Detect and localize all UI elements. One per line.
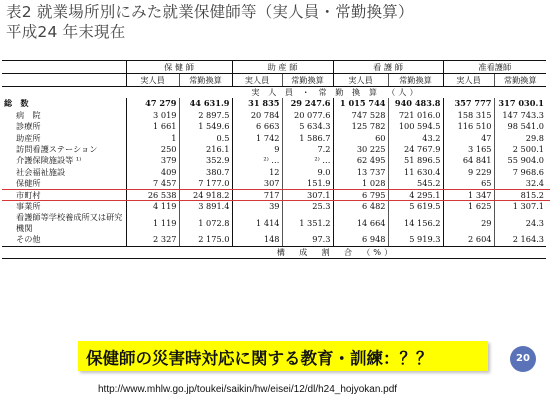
table-cell: 9.0 (282, 167, 333, 178)
group-header-assistant-nurse: 准看護師 (443, 61, 546, 74)
table-cell: 29.8 (494, 133, 546, 144)
row-label: 介護保険施設等 ¹⁾ (16, 155, 82, 166)
table-cell: 14 156.2 (388, 212, 443, 234)
highlight-rule (2, 200, 550, 201)
table-cell: 3 891.4 (179, 201, 232, 212)
table-cell: 62 495 (333, 155, 388, 166)
table-cell: 717 (232, 190, 282, 201)
table-cell: 1 586.7 (282, 133, 333, 144)
corner-cell (2, 246, 126, 258)
table-cell: 20 784 (232, 110, 282, 121)
table-cell: 352.9 (179, 155, 232, 166)
table-cell: 26 538 (126, 190, 179, 201)
table-cell: 5 919.3 (388, 234, 443, 246)
table-cell: ²⁾ … (232, 155, 282, 166)
caption-row-bottom (2, 246, 546, 258)
table-cell: 39 (232, 201, 282, 212)
table-cell: ²⁾ … (282, 155, 333, 166)
table-cell: 409 (126, 167, 179, 178)
table-cell: 97.3 (282, 234, 333, 246)
caption-row (2, 87, 546, 99)
table-cell: 100 594.5 (388, 121, 443, 132)
table-cell: 747 528 (333, 110, 388, 121)
sub-header-row (2, 74, 546, 87)
table-cell: 216.1 (179, 144, 232, 155)
row-label: 総 数 (4, 98, 29, 109)
row-label: その他 (2, 234, 126, 246)
table-cell: 43.2 (388, 133, 443, 144)
table-cell: 1 351.2 (282, 212, 333, 234)
table-cell: 3 019 (126, 110, 179, 121)
table-cell: 1 625 (443, 201, 494, 212)
table-cell: 29 247.6 (282, 98, 333, 109)
table-caption-bottom: 構 成 割 合 （%） (126, 246, 546, 258)
table-cell: 55 904.0 (494, 155, 546, 166)
banner-text: 保健師の災害時対応に関する教育・訓練：？？ (86, 349, 433, 368)
table-cell: 13 737 (333, 167, 388, 178)
table-cell: 307 (232, 178, 282, 189)
table-cell: 6 663 (232, 121, 282, 132)
sub-header: 常勤換算 (388, 74, 443, 87)
row-label: 診療所 (16, 121, 41, 132)
row-label: 病 院 (16, 109, 41, 120)
table-cell: 6 482 (333, 201, 388, 212)
table-cell: 380.7 (179, 167, 232, 178)
table-cell: 24 918.2 (179, 190, 232, 201)
table-cell: 2 164.3 (494, 234, 546, 246)
corner-cell (2, 74, 126, 87)
table-row (2, 144, 546, 155)
table-cell: 125 782 (333, 121, 388, 132)
table-cell: 44 631.9 (179, 98, 232, 109)
table-cell: 12 (232, 167, 282, 178)
table-cell: 98 541.0 (494, 121, 546, 132)
table-cell: 1 742 (232, 133, 282, 144)
table-cell: 5 634.3 (282, 121, 333, 132)
group-header-row (2, 61, 546, 74)
employment-table (2, 60, 546, 259)
table-cell: 379 (126, 155, 179, 166)
table-row (2, 133, 546, 144)
table-cell: 7 457 (126, 178, 179, 189)
table-cell: 25.3 (282, 201, 333, 212)
corner-cell (2, 87, 126, 99)
table-cell: 51 896.5 (388, 155, 443, 166)
table-cell: 30 225 (333, 144, 388, 155)
title-line-2: 平成24 年末現在 (6, 23, 126, 41)
table-cell: 7 968.6 (494, 167, 546, 178)
table-cell: 2 500.1 (494, 144, 546, 155)
table-cell: 9 229 (443, 167, 494, 178)
group-header-midwife: 助 産 師 (232, 61, 333, 74)
question-banner (78, 341, 488, 371)
table-cell: 0.5 (179, 133, 232, 144)
table-cell: 357 777 (443, 98, 494, 109)
table-cell: 1 (126, 133, 179, 144)
table-cell: 4 295.1 (388, 190, 443, 201)
table-cell: 1 028 (333, 178, 388, 189)
table-cell: 1 119 (126, 212, 179, 234)
table-cell: 7.2 (282, 144, 333, 155)
table-cell: 1 015 744 (333, 98, 388, 109)
table-body (2, 98, 546, 246)
table-cell: 1 661 (126, 121, 179, 132)
sub-header: 実人員 (126, 74, 179, 87)
title-line-1: 表2 就業場所別にみた就業保健師等（実人員・常勤換算） (6, 3, 414, 21)
table-cell: 3 165 (443, 144, 494, 155)
table-cell: 60 (333, 133, 388, 144)
table-cell: 24 767.9 (388, 144, 443, 155)
table-cell: 1 414 (232, 212, 282, 234)
row-label: 市町村 (16, 189, 41, 200)
page-number-badge: 20 (510, 346, 536, 372)
table-row (2, 201, 546, 212)
table-cell: 250 (126, 144, 179, 155)
row-label: 保健所 (16, 178, 41, 189)
table-cell: 20 077.6 (282, 110, 333, 121)
highlight-rule (2, 189, 550, 190)
table-cell: 29 (443, 212, 494, 234)
sub-header: 実人員 (232, 74, 282, 87)
table-cell: 31 835 (232, 98, 282, 109)
table-cell: 545.2 (388, 178, 443, 189)
sub-header: 実人員 (333, 74, 388, 87)
group-header-nurse: 看 護 師 (333, 61, 443, 74)
table-cell: 2 175.0 (179, 234, 232, 246)
table-cell: 7 177.0 (179, 178, 232, 189)
table-cell: 2 897.5 (179, 110, 232, 121)
table-caption-top: 実 人 員 ・ 常 勤 換 算 （人） (251, 87, 421, 97)
table-cell: 151.9 (282, 178, 333, 189)
table-cell: 2 327 (126, 234, 179, 246)
sub-header: 常勤換算 (494, 74, 546, 87)
table-cell: 65 (443, 178, 494, 189)
table-cell: 1 549.6 (179, 121, 232, 132)
sub-header: 実人員 (443, 74, 494, 87)
table-cell: 940 483.8 (388, 98, 443, 109)
table-cell: 14 664 (333, 212, 388, 234)
table-cell: 2 604 (443, 234, 494, 246)
table-cell: 317 030.1 (494, 98, 546, 109)
table-cell: 116 510 (443, 121, 494, 132)
table-cell: 5 619.5 (388, 201, 443, 212)
table-cell: 1 347 (443, 190, 494, 201)
table-row (2, 155, 546, 166)
source-url: http://www.mhlw.go.jp/toukei/saikin/hw/eisei/12/dl/h24_hojyokan.pdf (98, 384, 398, 395)
table-cell: 47 (443, 133, 494, 144)
table-row (2, 234, 546, 246)
table-row (2, 98, 546, 109)
table-cell: 11 630.4 (388, 167, 443, 178)
table-cell: 148 (232, 234, 282, 246)
table-cell: 9 (232, 144, 282, 155)
table-cell: 721 016.0 (388, 110, 443, 121)
corner-cell (2, 61, 126, 74)
table-cell: 158 315 (443, 110, 494, 121)
table-row (2, 212, 546, 234)
table-cell: 147 743.3 (494, 110, 546, 121)
row-label: 社会福祉施設 (16, 166, 66, 177)
sub-header: 常勤換算 (282, 74, 333, 87)
table-cell: 24.3 (494, 212, 546, 234)
table-cell: 6 948 (333, 234, 388, 246)
table-cell: 32.4 (494, 178, 546, 189)
sub-header: 常勤換算 (179, 74, 232, 87)
row-label: 訪問看護ステーション (16, 144, 98, 155)
row-label: 事業所 (16, 201, 41, 212)
table-cell: 815.2 (494, 190, 546, 201)
table-cell: 307.1 (282, 190, 333, 201)
table-cell: 6 795 (333, 190, 388, 201)
statistics-table-image (2, 60, 546, 335)
table-cell: 1 307.1 (494, 201, 546, 212)
table-row (2, 121, 546, 132)
table-cell: 47 279 (126, 98, 179, 109)
row-label: 看護師等学校養成所又は研究機関 (16, 212, 123, 234)
table-cell: 64 841 (443, 155, 494, 166)
slide-title (6, 2, 414, 42)
table-row (2, 167, 546, 178)
table-row (2, 110, 546, 121)
table-cell: 4 119 (126, 201, 179, 212)
group-header-nurse-public: 保 健 師 (126, 61, 232, 74)
table-cell: 1 072.8 (179, 212, 232, 234)
row-label: 助産所 (16, 132, 41, 143)
